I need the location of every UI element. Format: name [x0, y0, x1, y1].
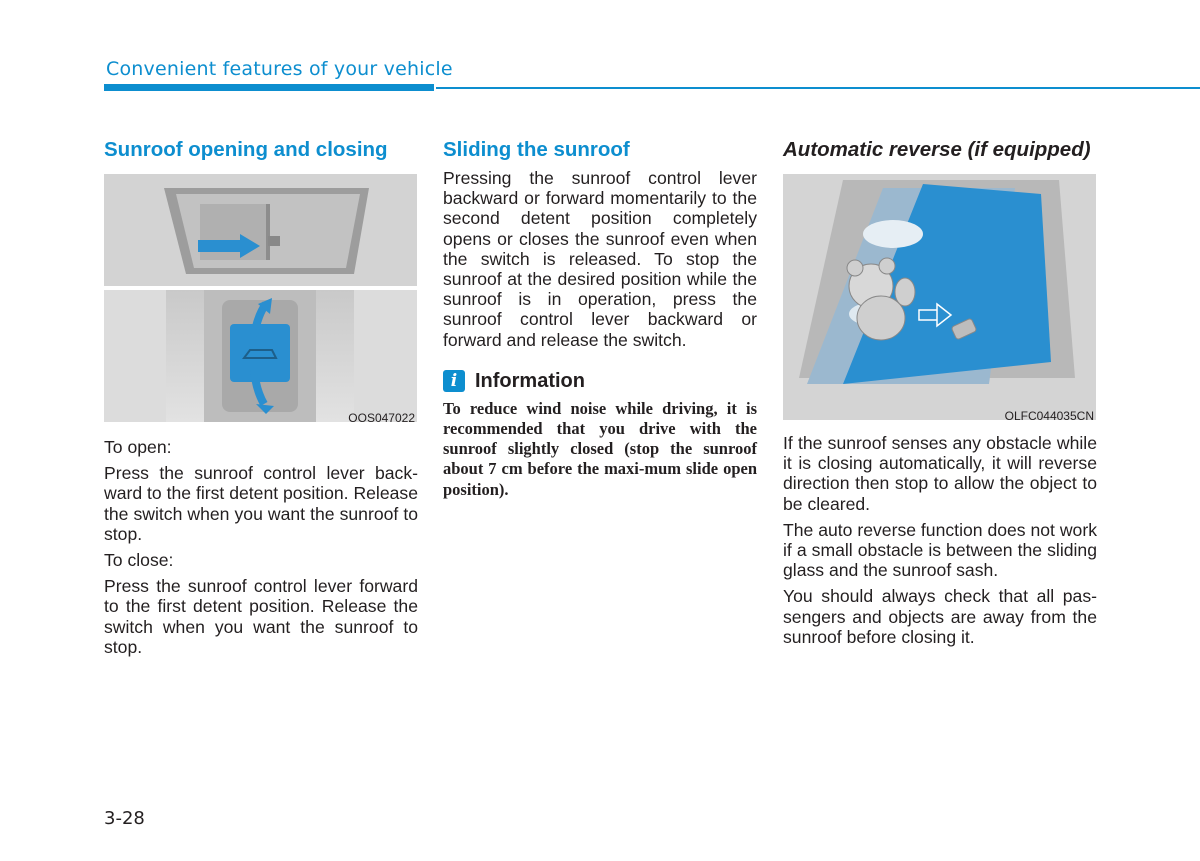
- to-open-label: To open:: [104, 437, 172, 457]
- sunroof-switch-illustration: [104, 174, 417, 422]
- to-close-text: Press the sunroof control lever forward to the first detent position. Release the switch when you want the sunroof to stop.: [104, 576, 418, 657]
- auto-reverse-para-2: The auto reverse function does not work if a small obstacle is between the sliding glass and the sunroof sash.: [783, 519, 1097, 581]
- column-automatic-reverse: [783, 136, 1097, 653]
- info-icon: i: [443, 370, 465, 392]
- column-sliding-sunroof: [443, 136, 757, 500]
- figure-caption: OOS047022: [348, 411, 415, 425]
- auto-reverse-para-3: You should always check that all pas-sengers and objects are away from the sunroof before closing it.: [783, 586, 1097, 647]
- header-rule-thick: [104, 84, 434, 91]
- figure-sunroof-switch: [104, 174, 417, 427]
- auto-reverse-para-1: If the sunroof senses any obstacle while it is closing automatically, it will reverse direction then stop to allow the object to be cleared.: [783, 433, 1097, 514]
- to-open-text: Press the sunroof control lever back-ward to the first detent position. Release the switch when you want the sunroof to stop.: [104, 463, 418, 544]
- information-title: Information: [475, 369, 585, 392]
- column-sunroof-opening: [104, 136, 418, 663]
- heading-sliding-sunroof: Sliding the sunroof: [443, 138, 630, 161]
- heading-automatic-reverse: Automatic reverse (if equipped): [783, 138, 1091, 161]
- information-header: [443, 370, 757, 393]
- page-number: 3-28: [104, 808, 145, 829]
- sliding-body-text: Pressing the sunroof control lever backward or forward momentarily to the second detent position completely opens or closes the sunroof even when the switch is released. To stop the sunroof at the desired position while the sunroof is in operation, press the sunroof control lever backward or forward and release the switch.: [443, 168, 757, 350]
- section-header-title: Convenient features of your vehicle: [106, 58, 453, 80]
- heading-sunroof-opening: Sunroof opening and closing: [104, 138, 388, 161]
- auto-reverse-illustration: [783, 174, 1096, 420]
- figure-auto-reverse: [783, 174, 1096, 425]
- information-text: To reduce wind noise while driving, it is recommended that you drive with the sunroof slightly closed (stop the sunroof about 7 cm before the maxi-mum slide open position).: [443, 398, 757, 499]
- figure-caption: OLFC044035CN: [1004, 409, 1094, 423]
- to-close-label: To close:: [104, 550, 174, 571]
- header-rule-thin: [436, 87, 1200, 89]
